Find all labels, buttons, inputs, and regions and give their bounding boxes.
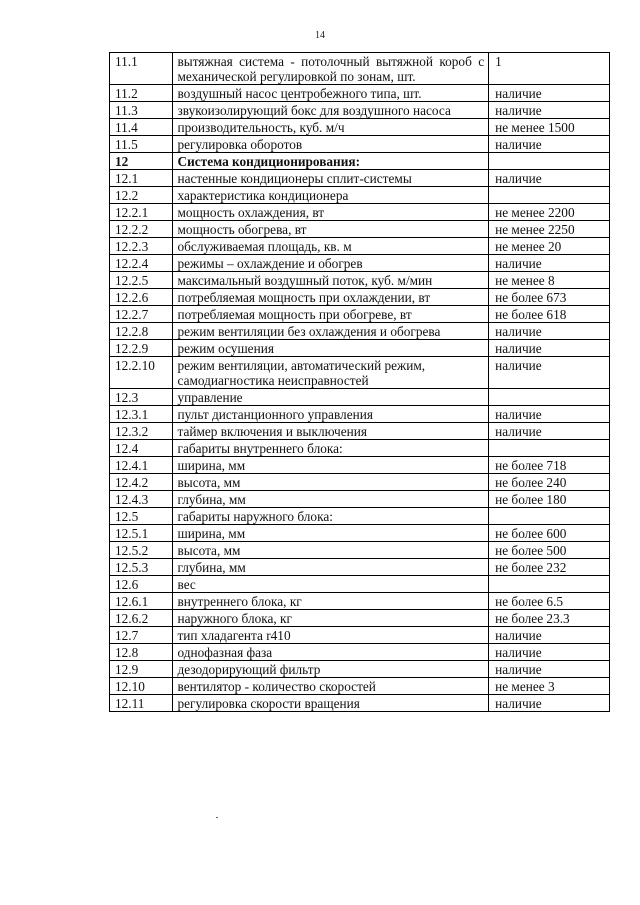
item-number-cell: 11.5 (110, 136, 173, 153)
item-number-cell: 12.4.3 (110, 491, 173, 508)
item-description-cell: вес (172, 576, 489, 593)
table-row (110, 406, 610, 423)
item-number-cell: 12.2.10 (110, 357, 173, 389)
table-row (110, 644, 610, 661)
item-description-cell: вытяжная система - потолочный вытяжной короб с механической регулировкой по зонам, шт. (172, 53, 489, 85)
item-description-cell: пульт дистанционного управления (172, 406, 489, 423)
item-description-cell: глубина, мм (172, 491, 489, 508)
table-row (110, 238, 610, 255)
item-description-cell: вентилятор - количество скоростей (172, 678, 489, 695)
item-number-cell: 12.4 (110, 440, 173, 457)
item-value-cell: наличие (489, 136, 610, 153)
item-number-cell: 12.10 (110, 678, 173, 695)
item-number-cell: 12.2.2 (110, 221, 173, 238)
item-number-cell: 12.11 (110, 695, 173, 712)
item-number-cell: 12.2.8 (110, 323, 173, 340)
item-value-cell: 1 (489, 53, 610, 85)
item-number-cell: 12.2.1 (110, 204, 173, 221)
table-row (110, 306, 610, 323)
item-value-cell: наличие (489, 357, 610, 389)
table-row (110, 678, 610, 695)
item-value-cell: наличие (489, 170, 610, 187)
item-value-cell (489, 508, 610, 525)
table-row (110, 102, 610, 119)
table-row (110, 272, 610, 289)
scan-speck (216, 817, 218, 818)
item-value-cell: наличие (489, 323, 610, 340)
table-row (110, 542, 610, 559)
item-value-cell: наличие (489, 695, 610, 712)
item-value-cell: не более 500 (489, 542, 610, 559)
table-row (110, 440, 610, 457)
item-value-cell: наличие (489, 644, 610, 661)
item-description-cell: режимы – охлаждение и обогрев (172, 255, 489, 272)
table-row (110, 170, 610, 187)
table-row (110, 559, 610, 576)
item-description-cell: производительность, куб. м/ч (172, 119, 489, 136)
item-description-cell: глубина, мм (172, 559, 489, 576)
item-number-cell: 12.5.3 (110, 559, 173, 576)
item-value-cell: наличие (489, 102, 610, 119)
item-value-cell: не более 23.3 (489, 610, 610, 627)
page-number: 14 (315, 30, 325, 41)
item-description-cell: таймер включения и выключения (172, 423, 489, 440)
table-row (110, 508, 610, 525)
item-value-cell (489, 187, 610, 204)
item-number-cell: 12.2.6 (110, 289, 173, 306)
table-row (110, 576, 610, 593)
item-value-cell (489, 389, 610, 406)
item-value-cell (489, 440, 610, 457)
item-description-cell: габариты наружного блока: (172, 508, 489, 525)
table-row (110, 525, 610, 542)
item-value-cell: не более 673 (489, 289, 610, 306)
item-number-cell: 12.6.1 (110, 593, 173, 610)
item-description-cell: регулировка оборотов (172, 136, 489, 153)
item-value-cell: не более 618 (489, 306, 610, 323)
item-value-cell: наличие (489, 406, 610, 423)
item-description-cell: высота, мм (172, 474, 489, 491)
table-row (110, 423, 610, 440)
item-description-cell: мощность обогрева, вт (172, 221, 489, 238)
item-number-cell: 11.3 (110, 102, 173, 119)
item-value-cell: наличие (489, 85, 610, 102)
item-number-cell: 12.5.2 (110, 542, 173, 559)
item-number-cell: 11.1 (110, 53, 173, 85)
table-row (110, 153, 610, 170)
item-number-cell: 12 (110, 153, 173, 170)
item-number-cell: 12.3.2 (110, 423, 173, 440)
item-description-cell: звукоизолирующий бокс для воздушного насоса (172, 102, 489, 119)
item-value-cell: не менее 2250 (489, 221, 610, 238)
item-description-cell: внутреннего блока, кг (172, 593, 489, 610)
table-row (110, 289, 610, 306)
item-number-cell: 12.3 (110, 389, 173, 406)
table-row (110, 187, 610, 204)
table-row (110, 627, 610, 644)
specification-table-body (110, 53, 610, 712)
item-value-cell: не более 6.5 (489, 593, 610, 610)
item-number-cell: 12.4.2 (110, 474, 173, 491)
item-description-cell: максимальный воздушный поток, куб. м/мин (172, 272, 489, 289)
specification-table (109, 52, 610, 712)
item-value-cell: не более 718 (489, 457, 610, 474)
item-number-cell: 12.2.9 (110, 340, 173, 357)
table-row (110, 53, 610, 85)
item-value-cell: наличие (489, 627, 610, 644)
item-number-cell: 12.2.7 (110, 306, 173, 323)
item-number-cell: 12.2.5 (110, 272, 173, 289)
table-row (110, 357, 610, 389)
table-row (110, 389, 610, 406)
item-value-cell (489, 153, 610, 170)
item-description-cell: ширина, мм (172, 525, 489, 542)
item-value-cell: не менее 2200 (489, 204, 610, 221)
item-number-cell: 12.4.1 (110, 457, 173, 474)
item-value-cell: наличие (489, 340, 610, 357)
item-number-cell: 12.2 (110, 187, 173, 204)
item-value-cell: не более 240 (489, 474, 610, 491)
item-description-cell: высота, мм (172, 542, 489, 559)
item-description-cell: наружного блока, кг (172, 610, 489, 627)
item-description-cell: режим осушения (172, 340, 489, 357)
item-number-cell: 12.7 (110, 627, 173, 644)
item-description-cell: Система кондиционирования: (172, 153, 489, 170)
item-value-cell: наличие (489, 423, 610, 440)
table-row (110, 221, 610, 238)
item-description-cell: режим вентиляции без охлаждения и обогрева (172, 323, 489, 340)
item-value-cell: наличие (489, 661, 610, 678)
item-number-cell: 11.2 (110, 85, 173, 102)
item-description-cell: режим вентиляции, автоматический режим, самодиагностика неисправностей (172, 357, 489, 389)
item-number-cell: 12.2.4 (110, 255, 173, 272)
table-row (110, 85, 610, 102)
table-row (110, 136, 610, 153)
item-value-cell: наличие (489, 255, 610, 272)
table-row (110, 323, 610, 340)
item-description-cell: регулировка скорости вращения (172, 695, 489, 712)
table-row (110, 610, 610, 627)
table-row (110, 695, 610, 712)
item-number-cell: 12.2.3 (110, 238, 173, 255)
table-row (110, 340, 610, 357)
table-row (110, 474, 610, 491)
item-number-cell: 12.8 (110, 644, 173, 661)
item-value-cell: не менее 3 (489, 678, 610, 695)
table-row (110, 491, 610, 508)
item-number-cell: 12.6.2 (110, 610, 173, 627)
item-description-cell: обслуживаемая площадь, кв. м (172, 238, 489, 255)
table-row (110, 119, 610, 136)
table-row (110, 457, 610, 474)
item-description-cell: однофазная фаза (172, 644, 489, 661)
item-value-cell: не менее 8 (489, 272, 610, 289)
item-number-cell: 12.6 (110, 576, 173, 593)
table-row (110, 255, 610, 272)
table-row (110, 593, 610, 610)
item-description-cell: потребляемая мощность при обогреве, вт (172, 306, 489, 323)
item-description-cell: тип хладагента r410 (172, 627, 489, 644)
item-description-cell: настенные кондиционеры сплит-системы (172, 170, 489, 187)
item-value-cell: не более 232 (489, 559, 610, 576)
item-value-cell (489, 576, 610, 593)
item-number-cell: 12.5 (110, 508, 173, 525)
item-value-cell: не менее 1500 (489, 119, 610, 136)
table-row (110, 661, 610, 678)
item-description-cell: воздушный насос центробежного типа, шт. (172, 85, 489, 102)
item-number-cell: 12.5.1 (110, 525, 173, 542)
item-description-cell: управление (172, 389, 489, 406)
item-description-cell: мощность охлаждения, вт (172, 204, 489, 221)
item-number-cell: 12.1 (110, 170, 173, 187)
item-number-cell: 11.4 (110, 119, 173, 136)
item-description-cell: дезодорирующий фильтр (172, 661, 489, 678)
item-description-cell: потребляемая мощность при охлаждении, вт (172, 289, 489, 306)
item-description-cell: габариты внутреннего блока: (172, 440, 489, 457)
item-number-cell: 12.9 (110, 661, 173, 678)
item-value-cell: не более 600 (489, 525, 610, 542)
item-description-cell: ширина, мм (172, 457, 489, 474)
item-description-cell: характеристика кондиционера (172, 187, 489, 204)
item-number-cell: 12.3.1 (110, 406, 173, 423)
item-value-cell: не более 180 (489, 491, 610, 508)
table-row (110, 204, 610, 221)
item-value-cell: не менее 20 (489, 238, 610, 255)
